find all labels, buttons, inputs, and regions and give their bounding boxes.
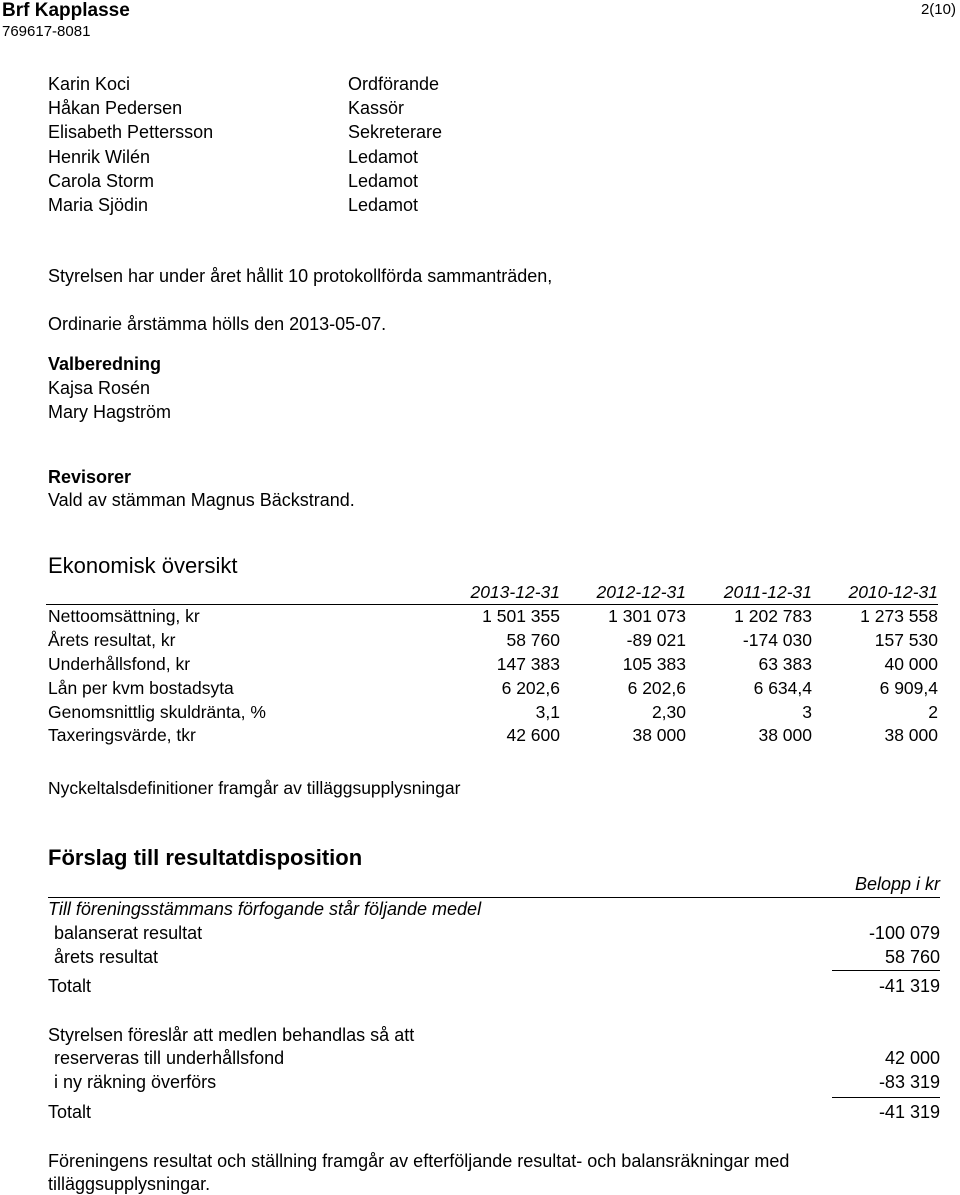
total1-value: -41 319 — [878, 976, 940, 996]
board-role: Ledamot — [348, 195, 419, 216]
valberedning-heading: Valberedning — [48, 354, 162, 374]
board-role: Kassör — [348, 98, 405, 119]
sum-divider — [832, 1097, 940, 1098]
board-name: Henrik Wilén — [48, 146, 151, 167]
year-header: 2013-12-31 — [434, 580, 560, 605]
revisorer-heading: Revisorer — [48, 467, 132, 487]
row-label: Genomsnittlig skuldränta, % — [48, 701, 266, 722]
cell-value: 6 202,6 — [501, 677, 560, 698]
board-list — [48, 72, 442, 217]
cell-value: 6 634,4 — [753, 677, 812, 698]
cell-value: 40 000 — [884, 653, 938, 674]
board-row — [48, 96, 442, 120]
valberedning-member: Kajsa Rosén — [48, 378, 151, 398]
cell-value: 38 000 — [632, 725, 686, 746]
board-row — [48, 120, 442, 144]
row-label: Underhållsfond, kr — [48, 653, 191, 674]
cell-value: 2,30 — [651, 701, 686, 722]
reserveras-value: 42 000 — [884, 1048, 940, 1068]
page-number: 2(10) — [920, 1, 956, 18]
board-role: Sekreterare — [348, 122, 443, 143]
cell-value: 6 202,6 — [627, 677, 686, 698]
board-role: Ordförande — [348, 74, 440, 94]
annual-meeting-text: Ordinarie årstämma hölls den 2013-05-07. — [48, 314, 387, 334]
year-header: 2012-12-31 — [560, 580, 686, 605]
cell-value: 42 600 — [506, 725, 560, 746]
org-name: Brf Kapplasse — [2, 0, 130, 21]
arets-resultat-value: 58 760 — [884, 947, 940, 967]
board-row — [48, 193, 442, 217]
section-divider — [48, 897, 940, 898]
footer-text-line1: Föreningens resultat och ställning framgår av efterföljande resultat- och balansräkningar med — [48, 1151, 790, 1171]
table-row — [46, 653, 938, 677]
meetings-text: Styrelsen har under året hållit 10 protokollförda sammanträden, — [48, 266, 553, 286]
overfors-label: i ny räkning överförs — [54, 1072, 217, 1092]
financial-table — [46, 580, 938, 748]
forslag-heading: Förslag till resultatdisposition — [48, 845, 363, 870]
arets-resultat-label: årets resultat — [54, 947, 159, 967]
cell-value: 2 — [928, 701, 938, 722]
board-role: Ledamot — [348, 146, 419, 167]
table-header-row — [46, 580, 938, 605]
table-row — [46, 605, 938, 629]
board-name: Elisabeth Pettersson — [48, 122, 214, 143]
board-role: Ledamot — [348, 170, 419, 191]
balanserat-value: -100 079 — [868, 923, 940, 943]
board-name: Maria Sjödin — [48, 195, 149, 216]
board-name: Håkan Pedersen — [48, 98, 183, 119]
section1-title: Till föreningsstämmans förfogande står följande medel — [48, 899, 482, 919]
cell-value: -174 030 — [742, 630, 812, 651]
table-row — [46, 629, 938, 653]
board-name: Carola Storm — [48, 170, 155, 191]
cell-value: 105 383 — [622, 653, 686, 674]
year-header: 2010-12-31 — [812, 580, 938, 605]
overfors-value: -83 319 — [878, 1072, 940, 1092]
cell-value: -89 021 — [626, 630, 686, 651]
cell-value: 58 760 — [506, 630, 560, 651]
cell-value: 147 383 — [496, 653, 560, 674]
amount-unit-label: Belopp i kr — [854, 874, 940, 894]
cell-value: 63 383 — [758, 653, 812, 674]
cell-value: 1 273 558 — [860, 606, 938, 627]
valberedning-member: Mary Hagström — [48, 402, 172, 422]
section2-title: Styrelsen föreslår att medlen behandlas så att — [48, 1025, 415, 1045]
table-row — [46, 724, 938, 748]
board-row — [48, 145, 442, 169]
table-header-empty — [46, 580, 434, 605]
cell-value: 6 909,4 — [879, 677, 938, 698]
cell-value: 38 000 — [758, 725, 812, 746]
row-label: Nettoomsättning, kr — [48, 606, 200, 627]
board-name: Karin Koci — [48, 74, 131, 94]
cell-value: 1 501 355 — [482, 606, 560, 627]
total2-label: Totalt — [48, 1102, 92, 1122]
key-figures-note: Nyckeltalsdefinitioner framgår av tilläggsupplysningar — [48, 778, 461, 798]
cell-value: 3 — [802, 701, 812, 722]
board-row — [48, 72, 442, 96]
balanserat-label: balanserat resultat — [54, 923, 203, 943]
ekonomisk-heading: Ekonomisk översikt — [48, 553, 238, 578]
total1-label: Totalt — [48, 976, 92, 996]
board-row — [48, 169, 442, 193]
total2-value: -41 319 — [878, 1102, 940, 1122]
table-row — [46, 676, 938, 700]
cell-value: 1 202 783 — [734, 606, 812, 627]
cell-value: 1 301 073 — [608, 606, 686, 627]
cell-value: 38 000 — [884, 725, 938, 746]
cell-value: 157 530 — [874, 630, 938, 651]
year-header: 2011-12-31 — [686, 580, 812, 605]
row-label: Taxeringsvärde, tkr — [48, 725, 196, 746]
sum-divider — [832, 970, 940, 971]
table-row — [46, 700, 938, 724]
revisorer-text: Vald av stämman Magnus Bäckstrand. — [48, 490, 355, 510]
org-number: 769617-8081 — [2, 23, 91, 40]
footer-text-line2: tilläggsupplysningar. — [48, 1174, 211, 1194]
cell-value: 3,1 — [535, 701, 560, 722]
reserveras-label: reserveras till underhållsfond — [54, 1048, 285, 1068]
row-label: Lån per kvm bostadsyta — [48, 677, 234, 698]
row-label: Årets resultat, kr — [48, 630, 176, 651]
